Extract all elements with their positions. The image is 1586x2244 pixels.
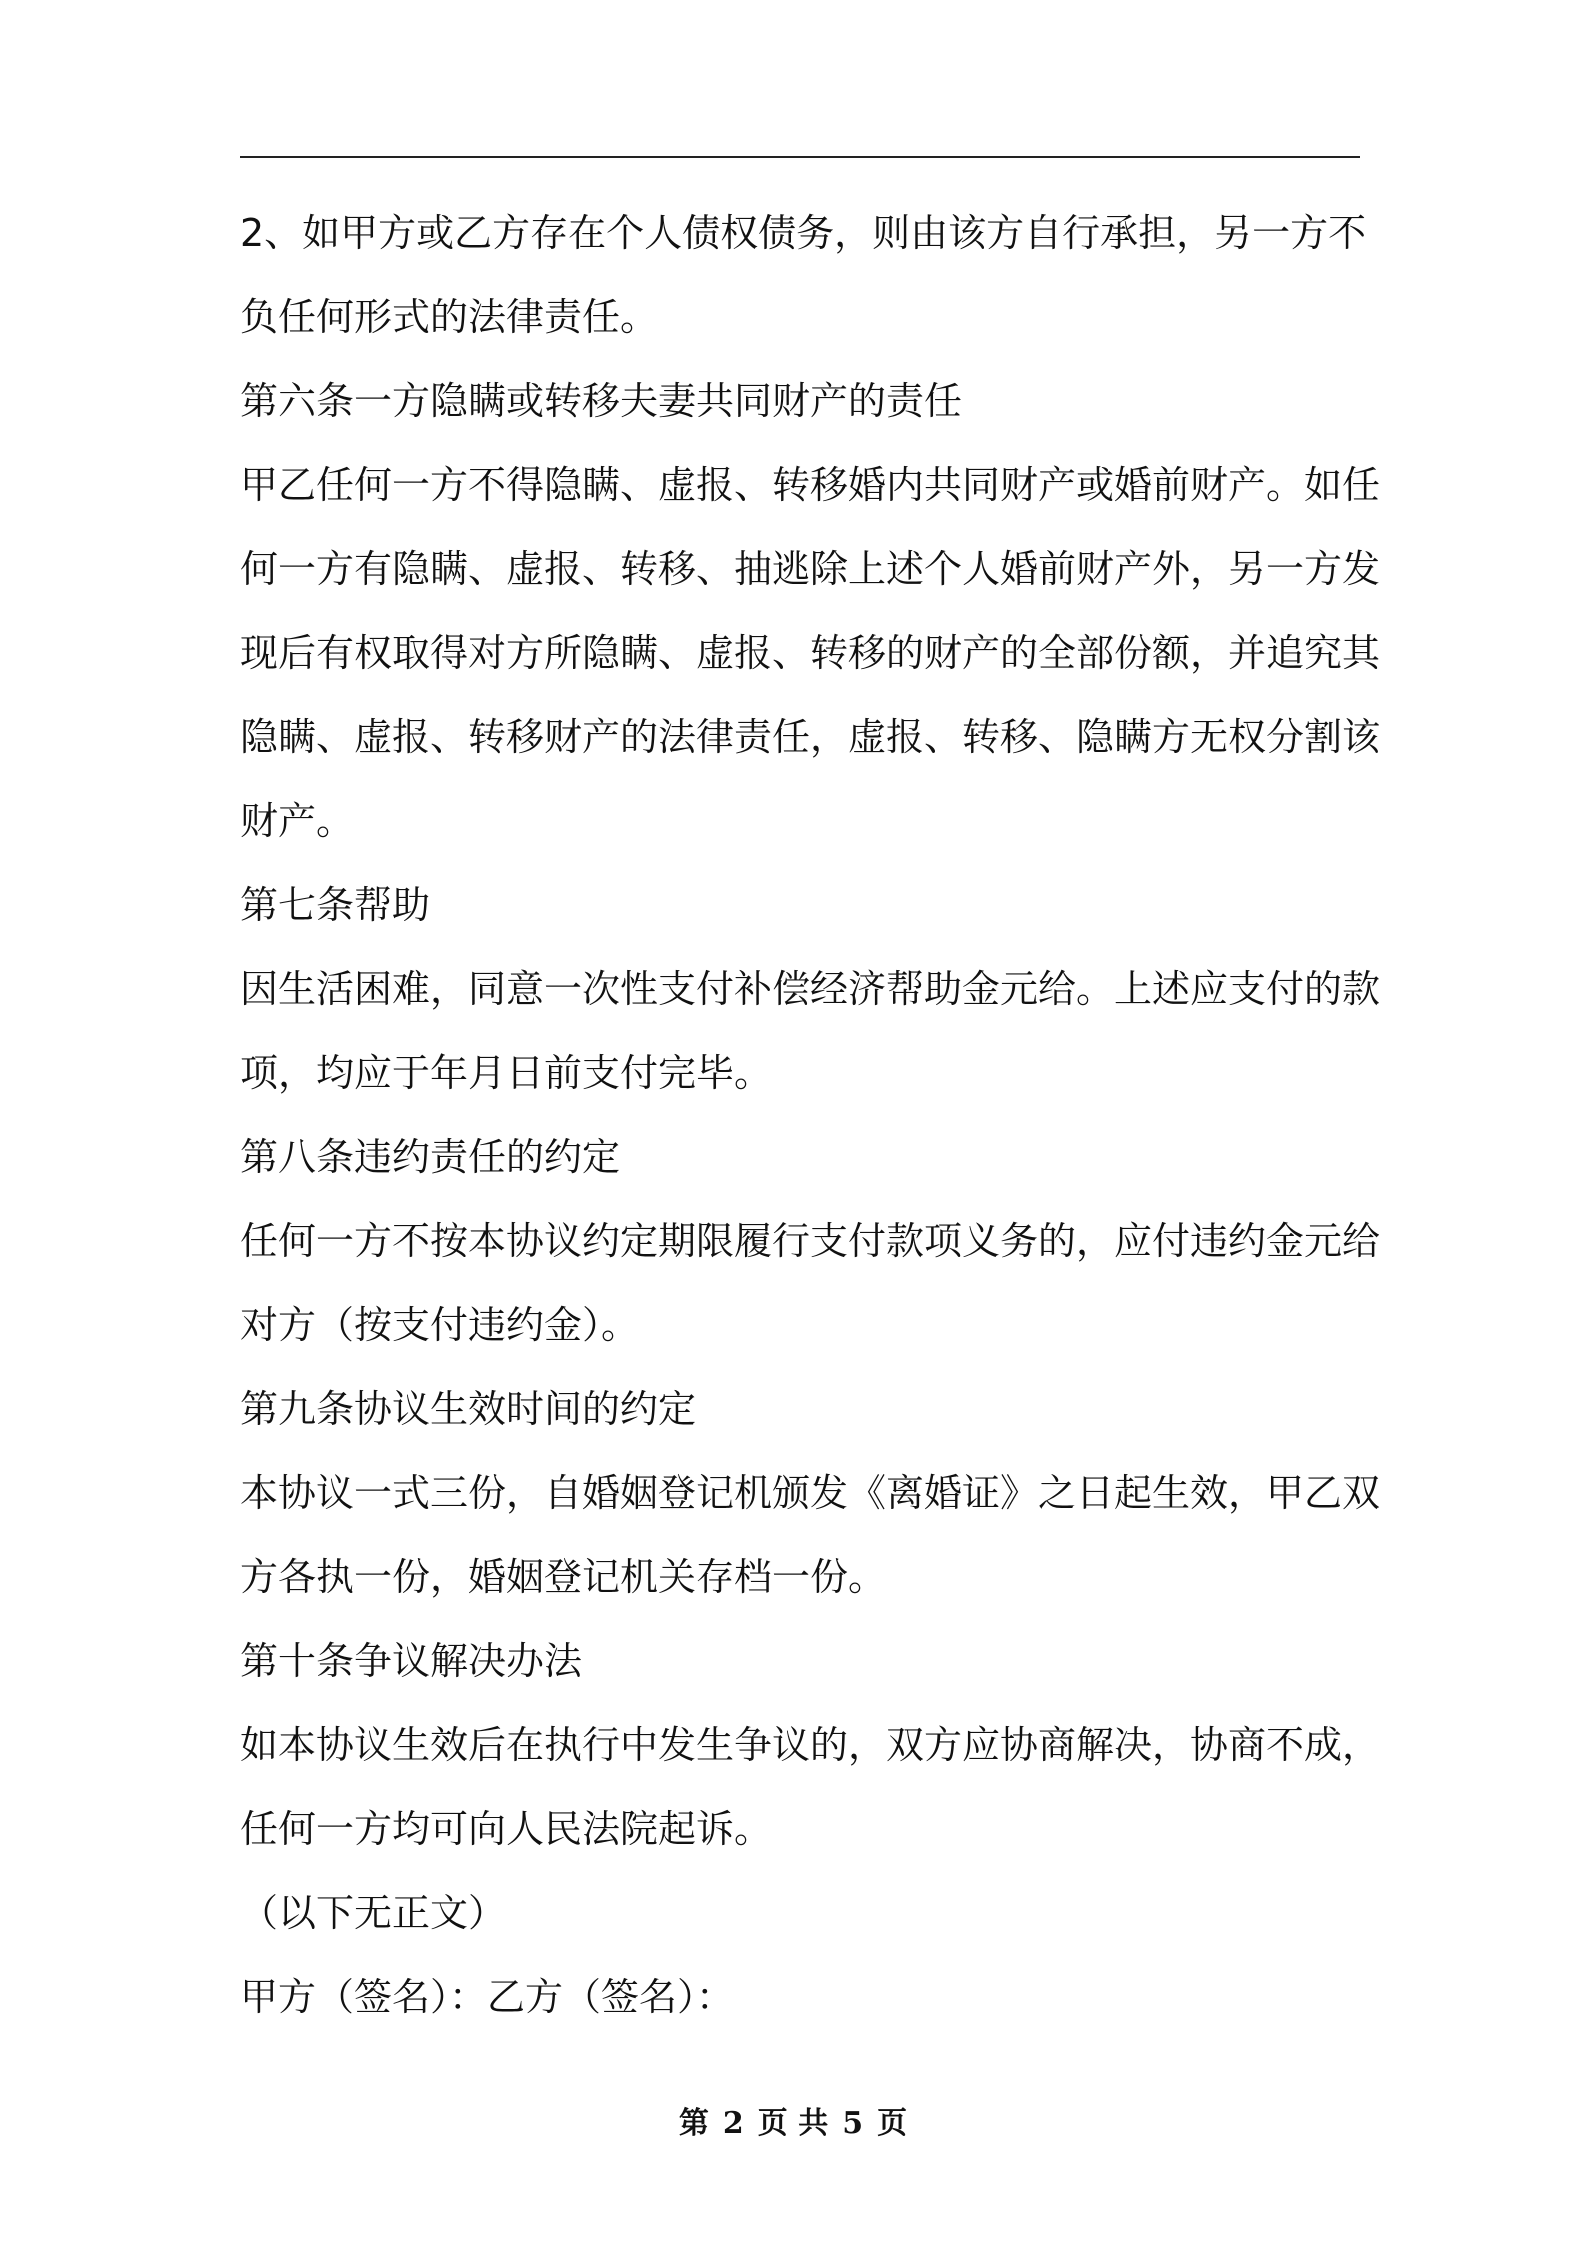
section-heading: 第十条争议解决办法 [240, 1639, 583, 1683]
section-heading: 第八条违约责任的约定 [240, 1135, 621, 1179]
section-heading: 第九条协议生效时间的约定 [240, 1387, 697, 1431]
page-footer [0, 2104, 1586, 2144]
body-line: 隐瞒、虚报、转移财产的法律责任，虚报、转移、隐瞒方无权分割该 [240, 715, 1381, 759]
footer-middle: 页 共 [757, 2106, 829, 2141]
body-line: 项，均应于年月日前支付完毕。 [240, 1051, 773, 1095]
footer-suffix: 页 [877, 2106, 908, 2141]
body-line: 本协议一式三份，自婚姻登记机颁发《离婚证》之日起生效，甲乙双 [240, 1471, 1381, 1515]
body-line: 对方（按支付违约金）。 [240, 1303, 640, 1347]
body-line: 2、如甲方或乙方存在个人债权债务，则由该方自行承担，另一方不 [240, 211, 1367, 255]
section-heading: 第六条一方隐瞒或转移夫妻共同财产的责任 [240, 379, 963, 423]
footer-current-page: 2 [722, 2106, 744, 2141]
signature-line: 甲方（签名）：乙方（签名）： [240, 1975, 735, 2019]
footer-total-pages: 5 [842, 2106, 864, 2141]
body-line: 甲乙任何一方不得隐瞒、虚报、转移婚内共同财产或婚前财产。如任 [240, 463, 1381, 507]
body-line: 方各执一份，婚姻登记机关存档一份。 [240, 1555, 887, 1599]
body-line: 何一方有隐瞒、虚报、转移、抽逃除上述个人婚前财产外，另一方发 [240, 547, 1381, 591]
header-rule [240, 156, 1360, 158]
body-line: 因生活困难，同意一次性支付补偿经济帮助金元给。上述应支付的款 [240, 967, 1381, 1011]
body-line: 任何一方不按本协议约定期限履行支付款项义务的，应付违约金元给 [240, 1219, 1381, 1263]
no-further-text-note: （以下无正文） [240, 1891, 507, 1935]
body-line: 财产。 [240, 799, 355, 843]
footer-prefix: 第 [678, 2106, 709, 2141]
section-heading: 第七条帮助 [240, 883, 431, 927]
body-line: 任何一方均可向人民法院起诉。 [240, 1807, 773, 1851]
body-line: 负任何形式的法律责任。 [240, 295, 659, 339]
document-body [240, 191, 1381, 2039]
body-line: 现后有权取得对方所隐瞒、虚报、转移的财产的全部份额，并追究其 [240, 631, 1381, 675]
body-line: 如本协议生效后在执行中发生争议的，双方应协商解决，协商不成， [240, 1723, 1381, 1767]
